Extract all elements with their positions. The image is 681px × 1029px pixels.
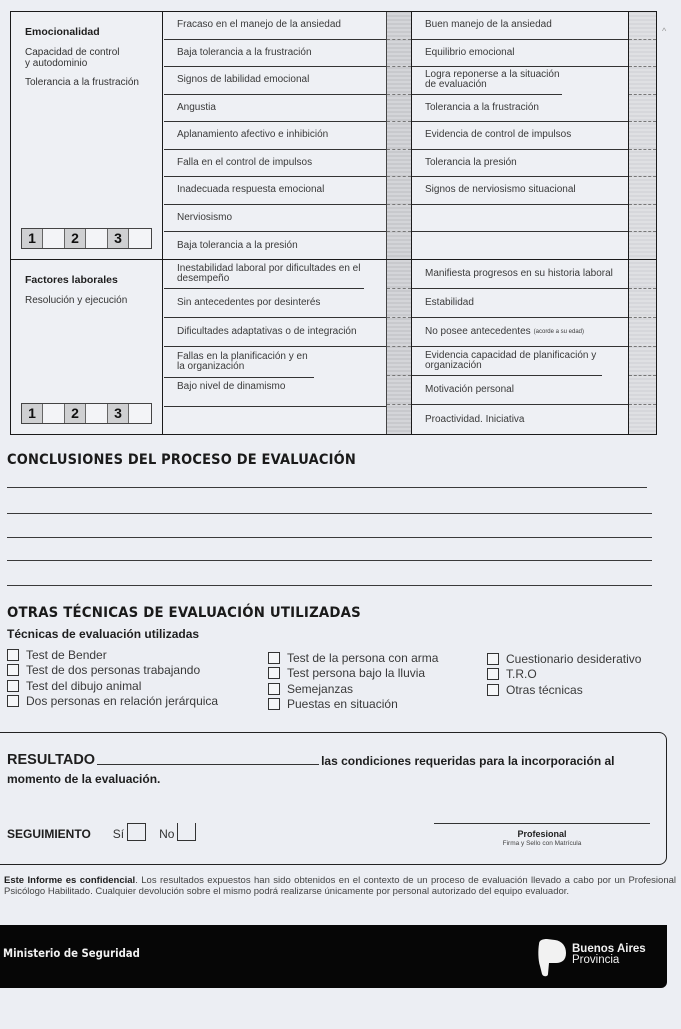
technique-option[interactable] (487, 667, 641, 683)
negative-item: Fallas en la planificación y en la organización (164, 347, 314, 378)
score-box-1[interactable] (43, 404, 65, 423)
category-subtitle: Tolerancia a la frustración (25, 77, 139, 88)
signature-subtitle: Firma y Sello con Matrícula (502, 840, 582, 847)
check-cell[interactable] (629, 289, 656, 318)
technique-label: Test persona bajo la lluvia (287, 666, 426, 681)
positive-item: Motivación personal (412, 376, 628, 405)
conclusion-line[interactable] (7, 560, 652, 561)
negative-item: Nerviosismo (164, 205, 386, 233)
negative-item: Inadecuada respuesta emocional (164, 177, 386, 205)
techniques-column (268, 650, 438, 712)
negative-item: Dificultades adaptativas o de integración (164, 318, 386, 347)
result-input[interactable] (97, 764, 319, 765)
check-cell[interactable] (629, 150, 656, 178)
category-column (11, 260, 163, 434)
score-box-2[interactable] (86, 404, 108, 423)
score-label-3: 3 (108, 229, 129, 248)
positive-item: Estabilidad (412, 289, 628, 318)
result-label: RESULTADO (7, 752, 96, 768)
score-selector (21, 403, 152, 424)
footer-banner (0, 925, 667, 988)
negative-check-column (386, 12, 412, 259)
negative-item: Aplanamiento afectivo e inhibición (164, 122, 386, 150)
check-cell[interactable] (387, 122, 411, 150)
technique-option[interactable] (268, 697, 438, 713)
checkbox[interactable] (268, 652, 280, 664)
check-cell[interactable] (629, 122, 656, 150)
no-label: No (159, 827, 175, 841)
check-cell[interactable] (629, 67, 656, 95)
positive-items-column (412, 260, 628, 434)
negative-item: Baja tolerancia a la presión (177, 239, 298, 251)
technique-option[interactable] (487, 651, 641, 667)
check-cell[interactable] (629, 318, 656, 347)
brand-line-2: Provincia (572, 954, 620, 966)
check-cell[interactable] (629, 95, 656, 123)
pba-logo-icon (535, 936, 568, 978)
confidentiality-notice (4, 876, 676, 897)
scan-mark-icon: ^ (662, 26, 667, 36)
confidentiality-text: . Los resultados expuestos han sido obtenidos en el contexto de un proceso de evaluación llevado a cabo por un Profesional Psicólogo Habilitado. Cualquier devolución sobre el mismo podrá realizarse únicamente por personal autorizado del equipo evaluador. (4, 875, 676, 897)
check-cell[interactable] (387, 177, 411, 205)
section-factores-laborales (11, 260, 656, 434)
negative-items-column (164, 12, 386, 259)
positive-check-column (628, 12, 656, 259)
confidentiality-bold: Este Informe es confidencial (4, 875, 136, 886)
techniques-subtitle: Técnicas de evaluación utilizadas (7, 627, 200, 641)
result-statement (7, 752, 615, 768)
category-subtitle: Capacidad de control y autodominio (25, 47, 120, 69)
techniques-column (7, 647, 218, 709)
positive-item (412, 232, 628, 260)
negative-item: Sin antecedentes por desinterés (164, 289, 386, 318)
positive-item-note: (acorde a su edad) (533, 329, 585, 335)
checkbox[interactable] (7, 695, 19, 707)
positive-check-column (628, 260, 656, 434)
check-cell[interactable] (387, 289, 411, 318)
technique-label: T.R.O (506, 667, 537, 682)
follow-up-label: SEGUIMIENTO (7, 827, 91, 841)
positive-item (412, 205, 628, 233)
negative-items-column (164, 260, 386, 434)
technique-label: Test de dos personas trabajando (26, 663, 201, 678)
check-cell[interactable] (629, 205, 656, 233)
check-cell[interactable] (629, 260, 656, 289)
negative-item: Falla en el control de impulsos (164, 150, 386, 178)
signature-title: Profesional (517, 829, 567, 839)
technique-label: Puestas en situación (287, 697, 398, 712)
score-label-2: 2 (65, 229, 86, 248)
technique-option[interactable] (487, 682, 641, 698)
checkbox[interactable] (268, 683, 280, 695)
techniques-column (487, 651, 641, 698)
positive-item-text: No posee antecedentes (425, 326, 531, 337)
negative-item: Fracaso en el manejo de la ansiedad (164, 12, 386, 40)
positive-item: Proactividad. Iniciativa (425, 413, 525, 425)
negative-item: Angustia (164, 95, 386, 123)
yes-label: Sí (112, 827, 125, 841)
technique-label: Otras técnicas (506, 682, 583, 697)
score-label-1: 1 (22, 404, 43, 423)
category-subtitle: Resolución y ejecución (25, 295, 128, 306)
check-cell[interactable] (629, 12, 656, 40)
check-cell[interactable] (387, 260, 411, 289)
evaluation-table (10, 11, 657, 435)
ministry-name: Ministerio de Seguridad (3, 946, 140, 960)
positive-item: Logra reponerse a la situación de evaluación (412, 67, 562, 95)
technique-label: Test de Bender (26, 647, 107, 662)
follow-up (7, 823, 209, 841)
technique-option[interactable] (7, 694, 218, 710)
check-cell[interactable] (629, 347, 656, 376)
check-cell[interactable] (387, 405, 411, 434)
check-cell[interactable] (387, 232, 411, 260)
check-cell[interactable] (387, 205, 411, 233)
check-cell[interactable] (387, 95, 411, 123)
negative-item: Inestabilidad laboral por dificultades en el desempeño (164, 260, 364, 289)
positive-item: Tolerancia la presión (412, 150, 628, 178)
technique-option[interactable] (268, 666, 438, 682)
technique-label: Test de la persona con arma (287, 650, 439, 665)
technique-option[interactable] (7, 678, 218, 694)
category-column (11, 12, 163, 259)
conclusion-line[interactable] (7, 513, 652, 514)
score-selector (21, 228, 152, 249)
score-label-1: 1 (22, 229, 43, 248)
check-cell[interactable] (387, 40, 411, 68)
score-label-3: 3 (108, 404, 129, 423)
negative-item: Baja tolerancia a la frustración (164, 40, 386, 68)
technique-label: Dos personas en relación jerárquica (26, 694, 219, 709)
check-cell[interactable] (387, 318, 411, 347)
technique-label: Test del dibujo animal (26, 678, 142, 693)
negative-item: Signos de labilidad emocional (164, 67, 386, 95)
negative-check-column (386, 260, 412, 434)
conclusion-line[interactable] (7, 487, 647, 488)
section-emocionalidad (11, 12, 656, 260)
conclusions-title: CONCLUSIONES DEL PROCESO DE EVALUACIÓN (7, 452, 356, 468)
check-cell[interactable] (387, 67, 411, 95)
no-checkbox[interactable] (177, 823, 196, 841)
technique-label: Semejanzas (287, 681, 354, 696)
score-box-3[interactable] (129, 404, 151, 423)
category-title: Emocionalidad (25, 26, 100, 38)
check-cell[interactable] (629, 177, 656, 205)
checkbox[interactable] (7, 680, 19, 692)
technique-option[interactable] (268, 650, 438, 666)
checkbox[interactable] (268, 698, 280, 710)
check-cell[interactable] (387, 376, 411, 405)
brand-text (572, 944, 646, 966)
checkbox[interactable] (7, 664, 19, 676)
yes-checkbox[interactable] (127, 823, 146, 841)
positive-item: Evidencia capacidad de planificación y organización (412, 347, 602, 376)
negative-item (164, 407, 386, 436)
positive-item: Equilibrio emocional (412, 40, 628, 68)
technique-option[interactable] (268, 681, 438, 697)
technique-option[interactable] (7, 647, 218, 663)
positive-item (412, 318, 628, 347)
follow-up-yes[interactable] (113, 823, 149, 841)
checkbox[interactable] (487, 668, 499, 680)
conclusion-line[interactable] (7, 537, 652, 538)
check-cell[interactable] (387, 150, 411, 178)
checkbox[interactable] (7, 649, 19, 661)
conclusion-line[interactable] (7, 585, 652, 586)
positive-item: Evidencia de control de impulsos (412, 122, 628, 150)
brand-line-1: Buenos Aires (572, 943, 646, 955)
category-title: Factores laborales (25, 274, 118, 286)
techniques-title: OTRAS TÉCNICAS DE EVALUACIÓN UTILIZADAS (7, 605, 361, 621)
positive-item: Signos de nerviosismo situacional (412, 177, 628, 205)
positive-item: Manifiesta progresos en su historia laboral (412, 260, 628, 289)
follow-up-no[interactable] (159, 823, 199, 841)
check-cell[interactable] (629, 40, 656, 68)
check-cell[interactable] (629, 376, 656, 405)
check-cell[interactable] (387, 12, 411, 40)
checkbox[interactable] (487, 684, 499, 696)
positive-item: Tolerancia a la frustración (412, 95, 628, 123)
result-text-continued: momento de la evaluación. (7, 772, 161, 786)
checkbox[interactable] (487, 653, 499, 665)
technique-label: Cuestionario desiderativo (506, 651, 642, 666)
negative-item: Bajo nivel de dinamismo (164, 378, 386, 407)
result-text: las condiciones requeridas para la incorporación al (321, 754, 615, 768)
score-box-1[interactable] (43, 229, 65, 248)
check-cell[interactable] (629, 405, 656, 434)
score-box-3[interactable] (129, 229, 151, 248)
positive-items-column (412, 12, 628, 259)
score-label-2: 2 (65, 404, 86, 423)
check-cell[interactable] (629, 232, 656, 260)
technique-option[interactable] (7, 663, 218, 679)
check-cell[interactable] (387, 347, 411, 376)
signature-line[interactable] (434, 823, 650, 824)
positive-item: Buen manejo de la ansiedad (412, 12, 628, 40)
checkbox[interactable] (268, 667, 280, 679)
score-box-2[interactable] (86, 229, 108, 248)
